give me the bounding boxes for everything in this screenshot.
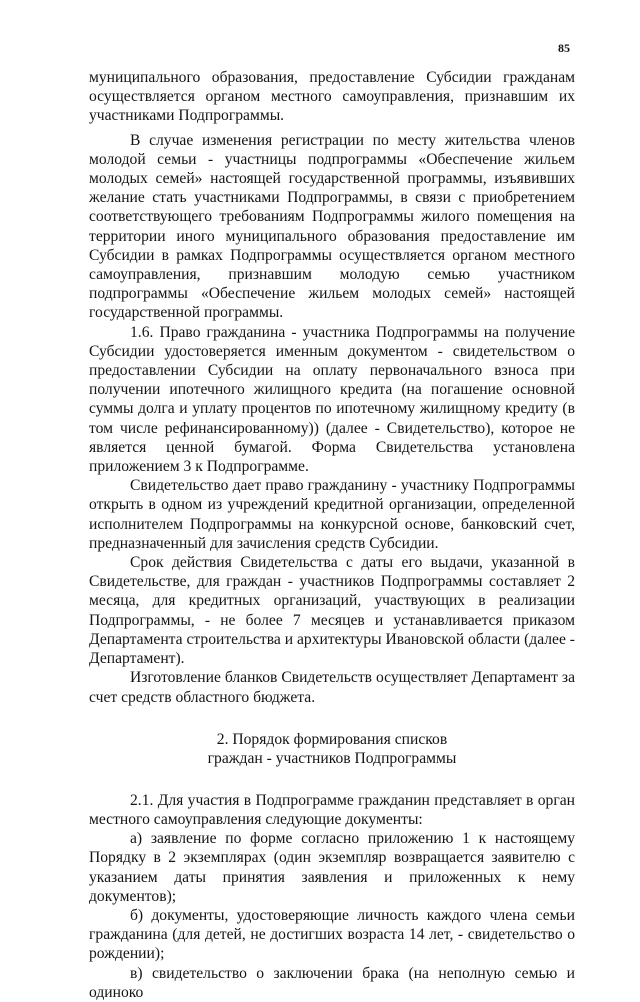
paragraph: 1.6. Право гражданина - участника Подпрограммы на получение Субсидии удостоверяется именным документом - свидетельством о предоставлении Субсидии на оплату первоначального взноса при получении ипотечного жилищного кредита (на погашение основной суммы долга и уплату процентов по ипотечному жилищному кредиту (в том числе рефинансированному)) (далее - Свидетельство), которое не является ценной бумагой. Форма Свидетельства установлена приложением 3 к Подпрограмме. [89,323,575,476]
paragraph: 2.1. Для участия в Подпрограмме гражданин представляет в орган местного самоуправления следующие документы: [89,791,575,828]
list-item: а) заявление по форме согласно приложению 1 к настоящему Порядку в 2 экземплярах (один экземпляр возвращается заявителю с указанием даты принятия заявления и приложенных к нему документов); [89,830,575,905]
section-heading-line: 2. Порядок формирования списков [216,730,448,748]
section-heading-line: граждан - участников Подпрограммы [207,750,457,768]
paragraph: Свидетельство дает право гражданину - участнику Подпрограммы открыть в одном из учреждений кредитной организации, определенной исполнителем Подпрограммы на конкурсной основе, банковский счет, предназначенный для зачисления средств Субсидии. [89,477,575,552]
document-body [89,68,575,1002]
list-item: в) свидетельство о заключении брака (на неполную семью и одиноко [89,964,575,1001]
paragraph: В случае изменения регистрации по месту жительства членов молодой семьи - участницы подпрограммы «Обеспечение жильем молодых семей» настоящей государственной программы, изъявивших желание стать участниками Подпрограммы, в связи с приобретением соответствующего требованиям Подпрограммы жилого помещения на территории иного муниципального образования предоставление им Субсидии в рамках Подпрограммы осуществляется органом местного самоуправления, признавшим молодую семью участником подпрограммы «Обеспечение жильем молодых семей» настоящей государственной программы. [89,131,575,322]
paragraph: муниципального образования, предоставление Субсидии гражданам осуществляется органом местного самоуправления, признавшим их участниками Подпрограммы. [89,69,575,125]
section-heading [89,730,575,769]
paragraph: Срок действия Свидетельства с даты его выдачи, указанной в Свидетельстве, для граждан - участников Подпрограммы составляет 2 месяца, для кредитных организаций, участвующих в реализации Подпрограммы, - не более 7 месяцев и устанавливается приказом Департамента строительства и архитектуры Ивановской области (далее - Департамент). [89,554,575,668]
paragraph: Изготовление бланков Свидетельств осуществляет Департамент за счет средств областного бюджета. [89,669,575,706]
list-item: б) документы, удостоверяющие личность каждого члена семьи гражданина (для детей, не достигших возраста 14 лет, - свидетельство о рождении); [89,906,575,963]
page-number: 85 [558,41,570,55]
